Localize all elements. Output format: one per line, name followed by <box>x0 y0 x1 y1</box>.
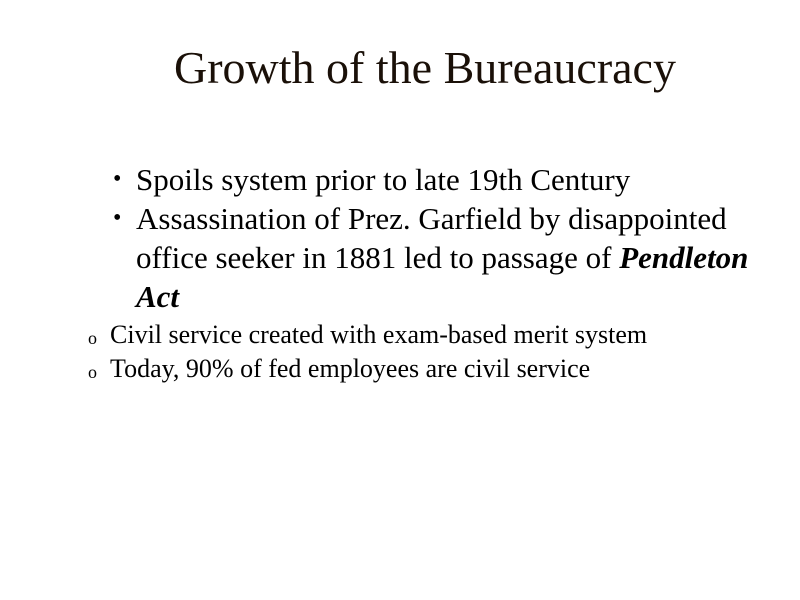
sub-bullet-list <box>88 318 770 386</box>
bullet-text: Spoils system prior to late 19th Century <box>136 162 631 197</box>
bullet-marker: • <box>113 166 122 192</box>
slide-title: Growth of the Bureaucracy <box>174 42 676 93</box>
bullet-item <box>110 199 770 316</box>
sub-bullet-item <box>58 318 770 352</box>
bullet-list <box>88 160 770 386</box>
bullet-item <box>110 160 770 199</box>
sub-bullet-text: Civil service created with exam-based merit system <box>110 320 648 349</box>
sub-bullet-marker: o <box>88 362 97 382</box>
pendleton-act-emphasis: Pendleton Act <box>136 240 749 314</box>
sub-bullet-group <box>88 318 770 386</box>
sub-bullet-marker: o <box>88 328 97 348</box>
sub-bullet-item <box>58 352 770 386</box>
sub-bullet-text: Today, 90% of fed employees are civil service <box>110 354 591 383</box>
bullet-marker: • <box>113 205 122 231</box>
bullet-text: Assassination of Prez. Garfield by disappointed office seeker in 1881 led to passage of <box>136 201 727 275</box>
